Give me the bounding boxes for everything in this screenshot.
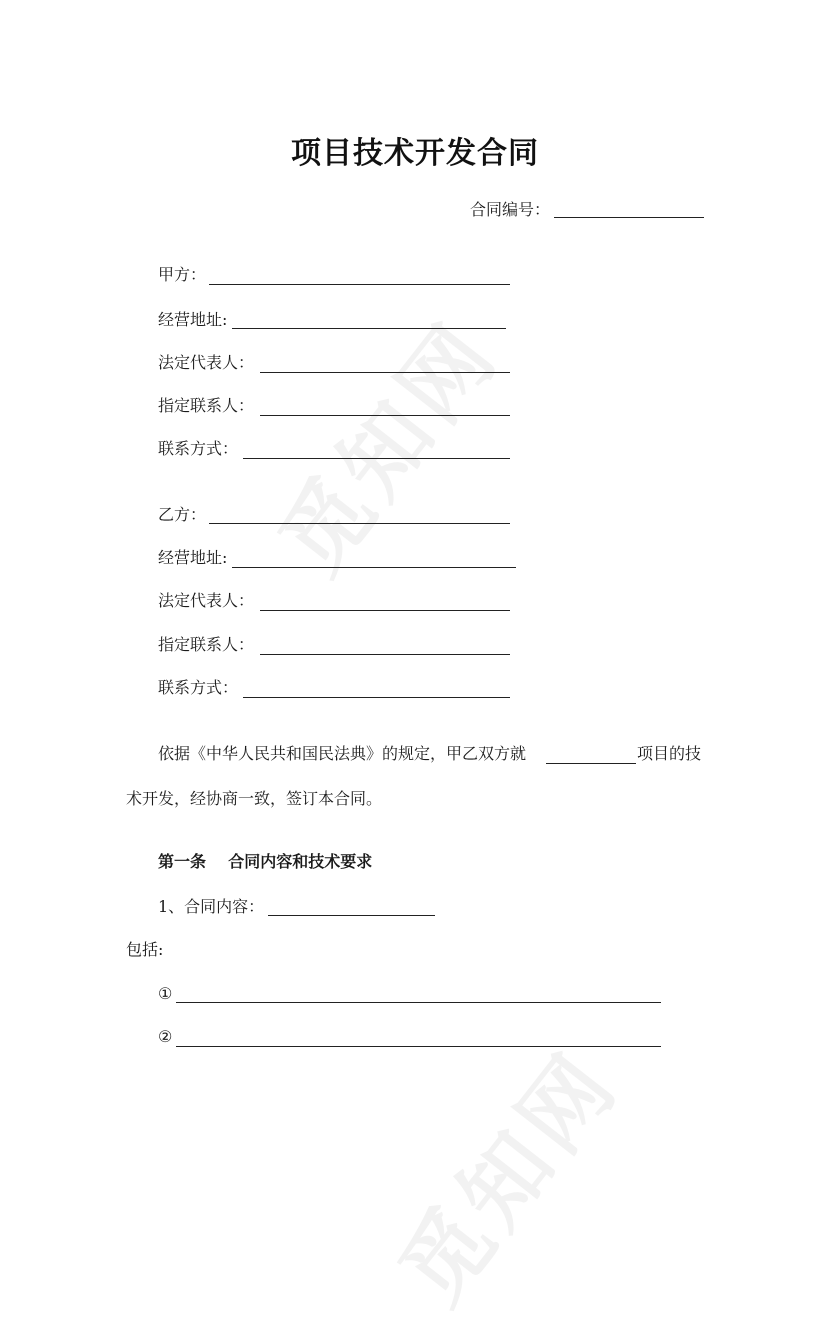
- party-b-phone-label: 联系方式：: [158, 678, 239, 697]
- project-name-field[interactable]: [546, 763, 636, 764]
- party-a-address-label: 经营地址:: [158, 310, 228, 329]
- party-a-label: 甲方：: [158, 265, 207, 284]
- contract-number-label: 合同编号：: [470, 200, 551, 219]
- party-b-rep-field[interactable]: [260, 610, 510, 611]
- party-a-phone-label: 联系方式：: [158, 439, 239, 458]
- bullet-1-field[interactable]: [176, 1002, 661, 1003]
- contract-content-field[interactable]: [268, 915, 435, 916]
- article-1-heading: 第一条 合同内容和技术要求: [158, 852, 373, 871]
- preamble-text-3: 术开发，经协商一致，签订本合同。: [126, 789, 383, 808]
- document-title: 项目技术开发合同: [291, 136, 539, 171]
- party-a-phone-field[interactable]: [243, 458, 510, 459]
- party-b-contact-label: 指定联系人：: [158, 635, 255, 654]
- party-b-address-label: 经营地址:: [158, 548, 228, 567]
- bullet-2-field[interactable]: [176, 1046, 661, 1047]
- watermark: 觅知网: [259, 301, 519, 593]
- party-a-contact-label: 指定联系人：: [158, 396, 255, 415]
- party-b-rep-label: 法定代表人：: [158, 591, 255, 610]
- watermark-bottom: 觅知网: [379, 1031, 639, 1323]
- party-a-address-field[interactable]: [232, 328, 506, 329]
- includes-label: 包括:: [126, 940, 164, 959]
- bullet-1: ①: [158, 984, 173, 1003]
- contract-number-field[interactable]: [554, 217, 704, 218]
- contract-content-label: 1、合同内容：: [158, 897, 265, 916]
- party-a-field[interactable]: [209, 284, 510, 285]
- party-b-phone-field[interactable]: [243, 697, 510, 698]
- party-a-contact-field[interactable]: [260, 415, 510, 416]
- party-a-rep-field[interactable]: [260, 372, 510, 373]
- party-b-label: 乙方：: [158, 505, 207, 524]
- party-b-contact-field[interactable]: [260, 654, 510, 655]
- party-b-field[interactable]: [209, 523, 510, 524]
- party-b-address-field[interactable]: [232, 567, 516, 568]
- preamble-text-2: 项目的技: [637, 744, 702, 763]
- bullet-2: ②: [158, 1027, 173, 1046]
- preamble-text-1: 依据《中华人民共和国民法典》的规定，甲乙双方就: [158, 744, 527, 763]
- party-a-rep-label: 法定代表人：: [158, 353, 255, 372]
